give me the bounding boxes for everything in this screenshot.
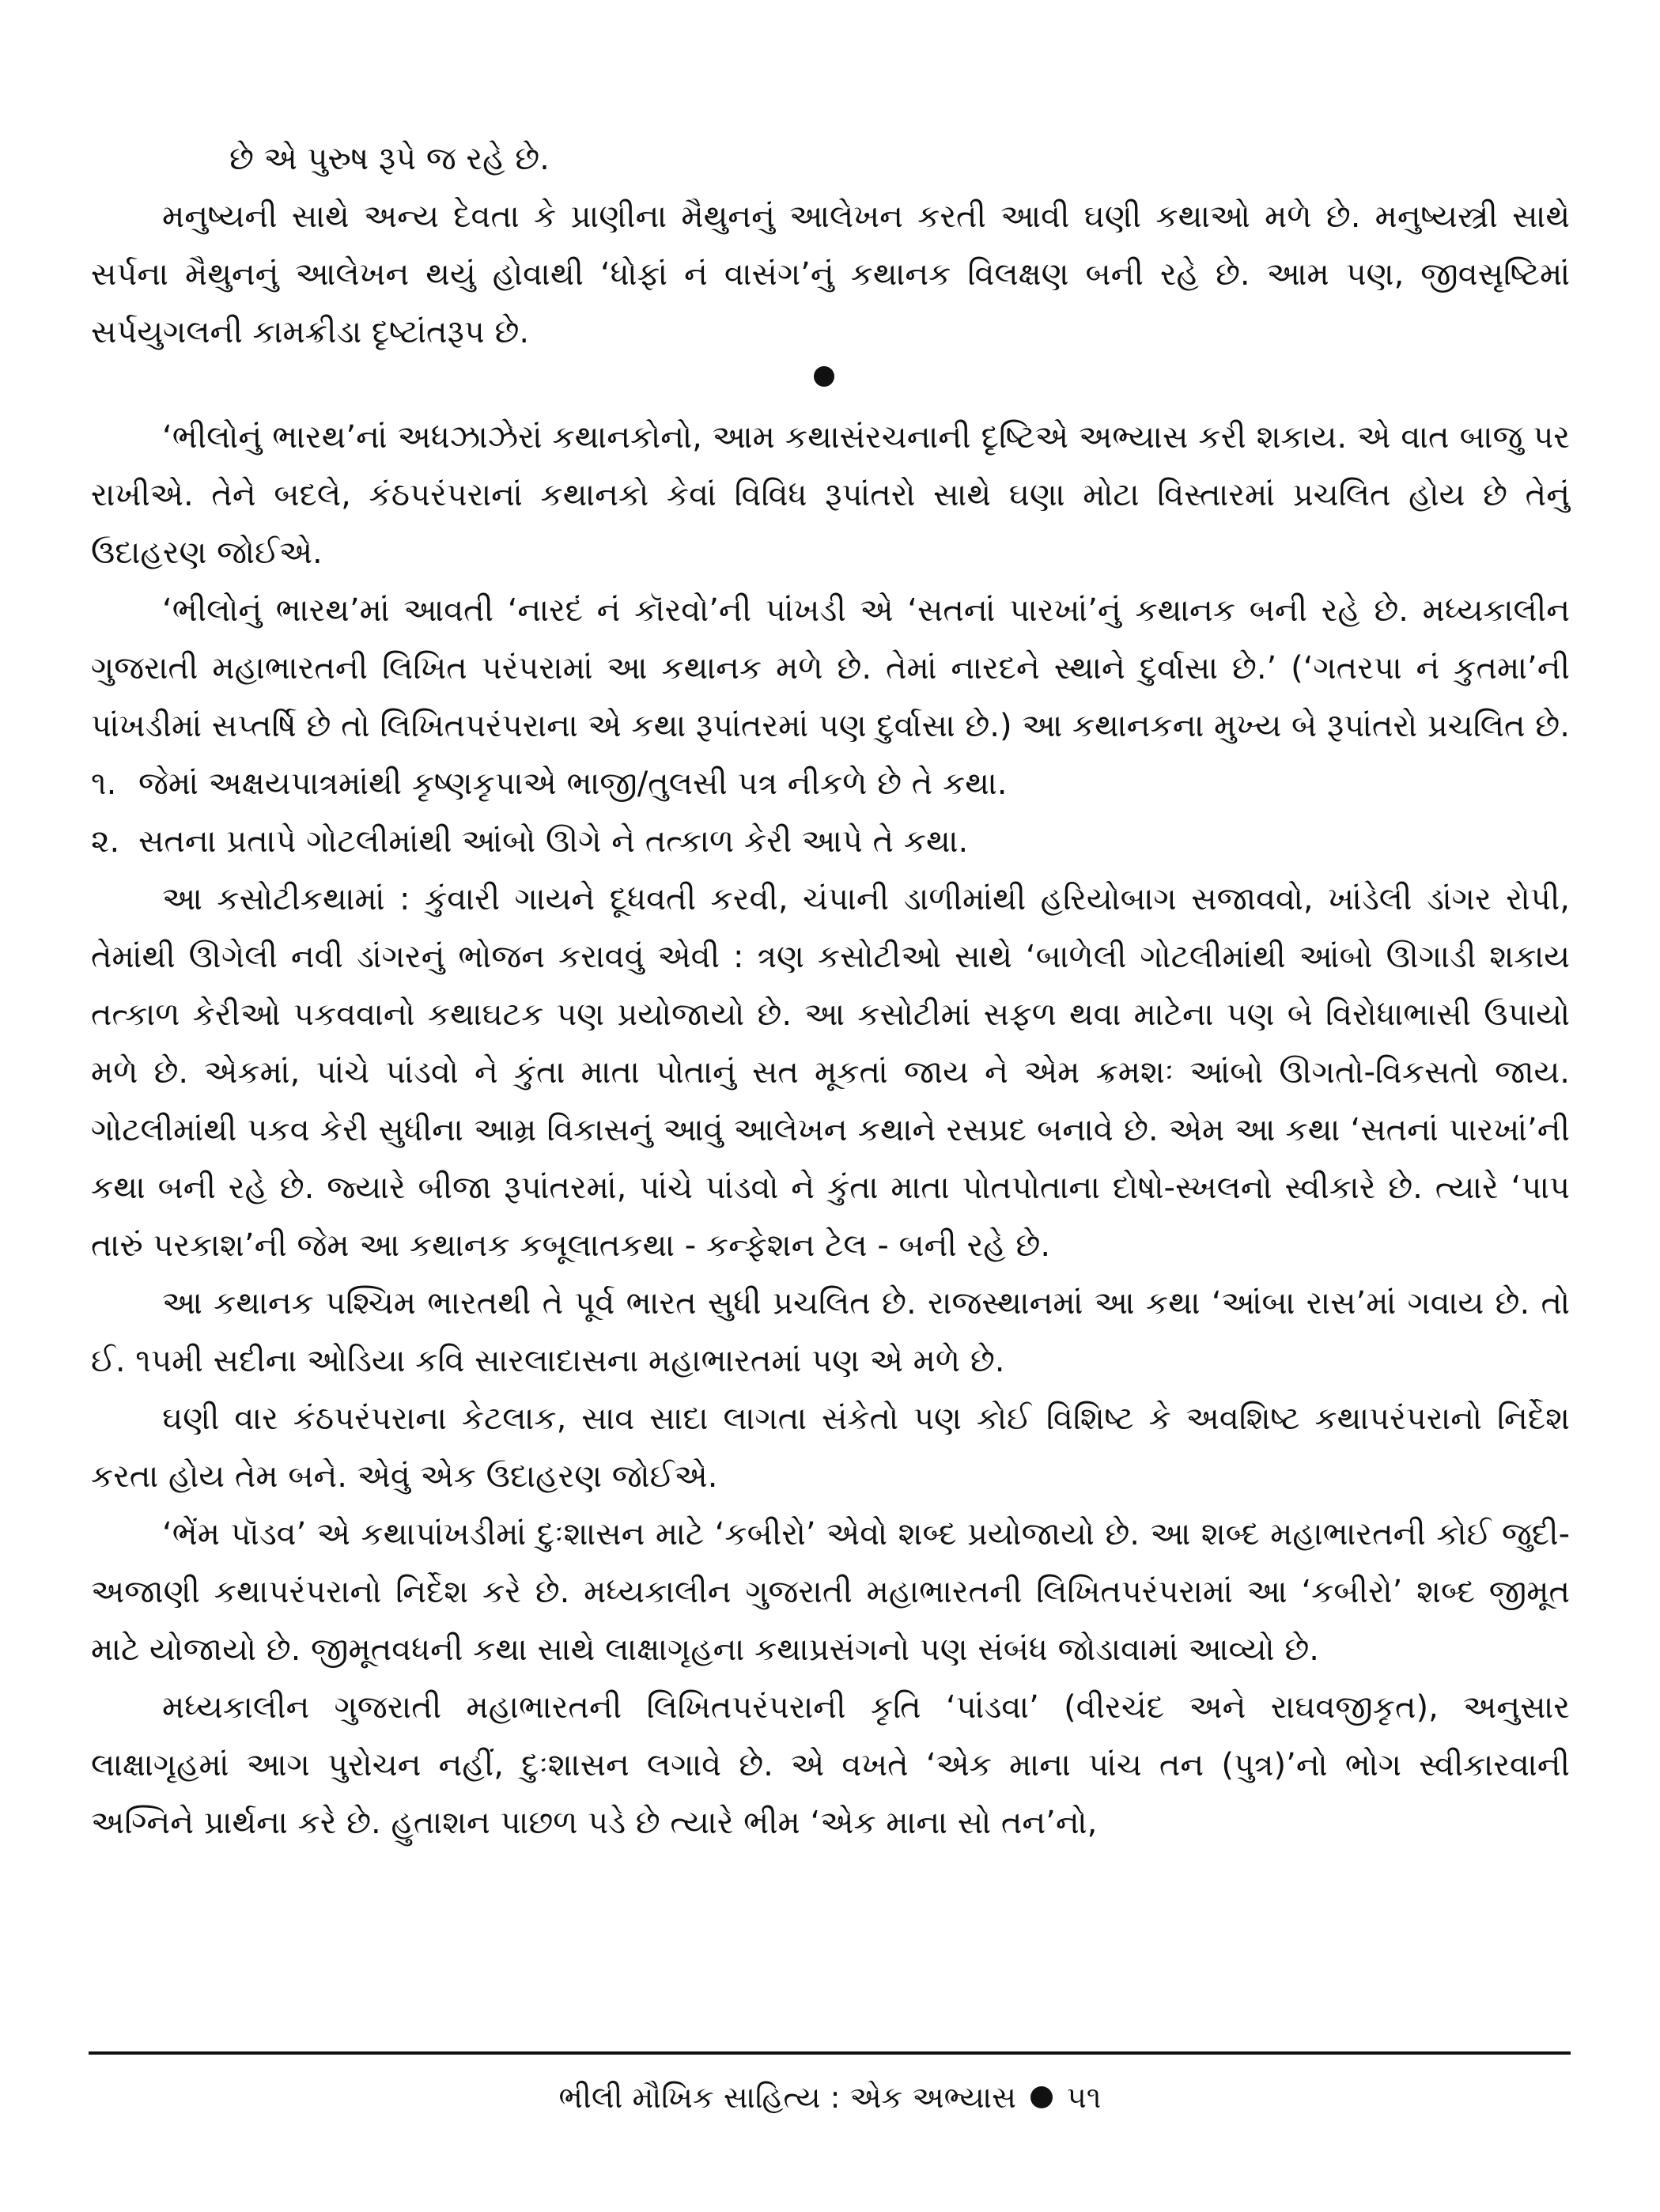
page-footer	[0, 2074, 1660, 2121]
list-item-number: ૧.	[91, 766, 117, 802]
list-item-text: જેમાં અક્ષયપાત્રમાંથી કૃષ્ણકૃપાએ ભાજી/તુલસી પત્ર નીકળે છે તે કથા.	[138, 766, 1008, 802]
paragraph: આ કસોટીકથામાં : કુંવારી ગાયને દૂધવતી કરવી, ચંપાની ડાળીમાંથી હરિયોબાગ સજાવવો, ખાંડેલી ડાંગર રોપી, તેમાંથી ઊગેલી નવી ડાંગરનું ભોજન કરાવવું એવી : ત્રણ કસોટીઓ સાથે ‘બાળેલી ગોટલીમાંથી આંબો ઊગાડી શકાય તત્કાળ કેરીઓ પકવવાનો કથાઘટક પણ પ્રયોજાયો છે. આ કસોટીમાં સફળ થવા માટેના પણ બે વિરોધાભાસી ઉપાયો મળે છે. એકમાં, પાંચે પાંડવો ને કુંતા માતા પોતાનું સત મૂકતાં જાય ને એમ ક્રમશઃ આંબો ઊગતો-વિકસતો જાય. ગોટલીમાંથી પકવ કેરી સુધીના આમ્ર વિકાસનું આવું આલેખન કથાને રસપ્રદ બનાવે છે. એમ આ કથા ‘સતનાં પારખાં’ની કથા બની રહે છે. જ્યારે બીજા રૂપાંતરમાં, પાંચે પાંડવો ને કુંતા માતા પોતપોતાના દોષો-સ્ખલનો સ્વીકારે છે. ત્યારે ‘પાપ તારું પરકાશ’ની જેમ આ કથાનક કબૂલાતકથા - કન્ફેશન ટેલ - બની રહે છે.	[91, 881, 1571, 1264]
list-item	[91, 813, 1570, 871]
paragraph: ‘ભીલોનું ભારથ’નાં અધઝાઝેરાં કથાનકોનો, આમ કથાસંરચનાની દૃષ્ટિએ અભ્યાસ કરી શકાય. એ વાત બાજુ પર રાખીએ. તેને બદલે, કંઠપરંપરાનાં કથાનકો કેવાં વિવિધ રૂપાંતરો સાથે ઘણા મોટા વિસ્તારમાં પ્રચલિત હોય છે તેનું ઉદાહરણ જોઈએ.	[91, 419, 1570, 571]
bullet-icon	[1030, 2086, 1053, 2108]
list-item-number: ૨.	[91, 823, 120, 860]
bullet-separator-icon	[814, 366, 834, 387]
paragraph: છે એ પુરુષ રૂપે જ રહે છે.	[229, 141, 550, 177]
paragraph: મધ્યકાલીન ગુજરાતી મહાભારતની લિખિતપરંપરાની કૃતિ ‘પાંડવા’ (વીરચંદ અને રાઘવજીકૃત), અનુસાર લાક્ષાગૃહમાં આગ પુરોચન નહીં, દુઃશાસન લગાવે છે. એ વખતે ‘એક માના પાંચ તન (પુત્ર)’નો ભોગ સ્વીકારવાની અગ્નિને પ્રાર્થના કરે છે. હુતાશન પાછળ પડે છે ત્યારે ભીમ ‘એક માના સો તન’નો,	[91, 1689, 1570, 1841]
paragraph: મનુષ્યની સાથે અન્ય દેવતા કે પ્રાણીના મૈથુનનું આલેખન કરતી આવી ઘણી કથાઓ મળે છે. મનુષ્યસ્ત્રી સાથે સર્પના મૈથુનનું આલેખન થયું હોવાથી ‘ધોફાં નં વાસંગ’નું કથાનક વિલક્ષણ બની રહે છે. આમ પણ, જીવસૃષ્ટિમાં સર્પયુગલની કામક્રીડા દૃષ્ટાંતરૂપ છે.	[91, 199, 1570, 350]
paragraph: ‘ભીલોનું ભારથ’માં આવતી ‘નારદં નં કૉરવો’ની પાંખડી એ ‘સતનાં પારખાં’નું કથાનક બની રહે છે. મધ્યકાલીન ગુજરાતી મહાભારતની લિખિત પરંપરામાં આ કથાનક મળે છે. તેમાં નારદને સ્થાને દુર્વાસા છે.’ (‘ગતરપા નં કુતમા’ની પાંખડીમાં સપ્તર્ષિ છે તો લિખિતપરંપરાના એ કથા રૂપાંતરમાં પણ દુર્વાસા છે.) આ કથાનકના મુખ્ય બે રૂપાંતરો પ્રચલિત છે.	[91, 592, 1570, 744]
paragraph: ‘ભેંમ પૉડવ’ એ કથાપાંખડીમાં દુઃશાસન માટે ‘કબીરો’ એવો શબ્દ પ્રયોજાયો છે. આ શબ્દ મહાભારતની કોઈ જુદી-અજાણી કથાપરંપરાનો નિર્દેશ કરે છે. મધ્યકાલીન ગુજરાતી મહાભારતની લિખિતપરંપરામાં આ ‘કબીરો’ શબ્દ જીમૂત માટે યોજાયો છે. જીમૂતવધની કથા સાથે લાક્ષાગૃહના કથાપ્રસંગનો પણ સંબંધ જોડાવામાં આવ્યો છે.	[91, 1516, 1570, 1668]
paragraph: આ કથાનક પશ્ચિમ ભારતથી તે પૂર્વ ભારત સુધી પ્રચલિત છે. રાજસ્થાનમાં આ કથા ‘આંબા રાસ’માં ગવાય છે. તો ઈ. ૧૫મી સદીના ઓડિયા કવિ સારલાદાસના મહાભારતમાં પણ એ મળે છે.	[91, 1285, 1570, 1379]
body-text	[91, 130, 1570, 1852]
paragraph: ઘણી વાર કંઠપરંપરાના કેટલાક, સાવ સાદા લાગતા સંકેતો પણ કોઈ વિશિષ્ટ કે અવશિષ્ટ કથાપરંપરાનો નિર્દેશ કરતા હોય તેમ બને. એવું એક ઉદાહરણ જોઈએ.	[91, 1401, 1570, 1495]
list-item	[91, 755, 1570, 813]
footer-rule	[89, 2051, 1571, 2055]
page-number: ૫૧	[1066, 2079, 1102, 2115]
section-separator	[91, 361, 1570, 409]
footer-title: ભીલી મૌખિક સાહિત્ય : એક અભ્યાસ	[558, 2079, 1016, 2115]
list-item-text: સતના પ્રતાપે ગોટલીમાંથી આંબો ઊગે ને તત્કાળ કેરી આપે તે કથા.	[138, 823, 969, 860]
